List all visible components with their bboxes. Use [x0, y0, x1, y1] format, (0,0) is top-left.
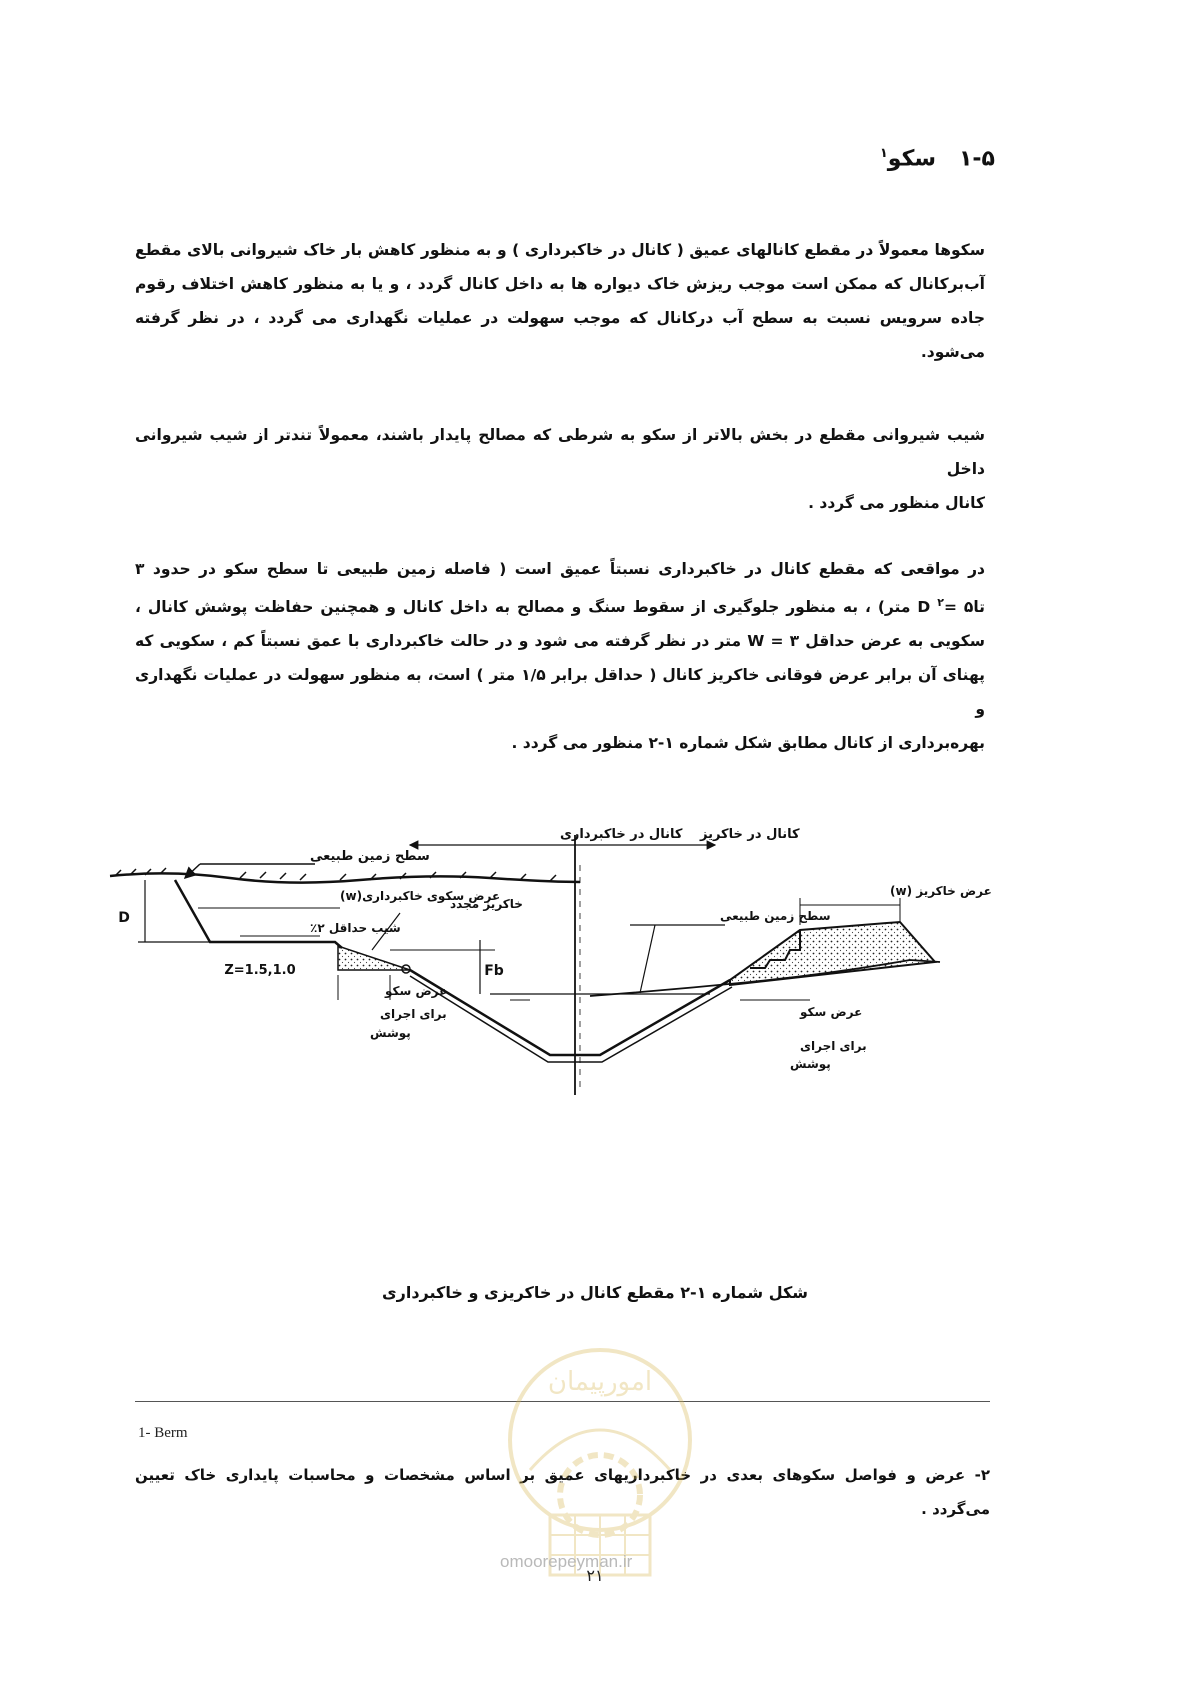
- paragraph-3: [135, 552, 985, 760]
- fill-width-label: عرض خاکریز (w): [890, 884, 992, 898]
- page-number: ۲۱: [586, 1566, 604, 1585]
- depth-range: تا۵ =D: [917, 598, 985, 617]
- line-text: متر) ، به منظور جلوگیری از سقوط سنگ و مصالح به داخل کانال و همچنین حفاظت پوشش کانال ،: [135, 598, 911, 617]
- refill-label: خاکریز مجدد: [450, 897, 523, 911]
- paragraph-line: بهره‌برداری از کانال مطابق شکل شماره ۱-۲ منظور می گردد .: [511, 734, 985, 753]
- paragraph-line: کانال منظور می گردد .: [808, 494, 985, 512]
- section-heading: [880, 146, 995, 171]
- paragraph-line: پهنای آن برابر عرض فوقانی خاکریز کانال ( حداقل برابر ۱/۵ متر ) است، به منظور سهولت در عملیات نگهداری و: [135, 666, 985, 719]
- paragraph-line: جاده سرویس نسبت به سطح آب درکانال که موجب سهولت در عملیات نگهداری می گردد ، در نظر گرفته می‌شود.: [135, 309, 985, 361]
- berm-width-left-label: عرض سکو: [385, 984, 448, 998]
- canal-profile: [410, 970, 730, 1055]
- canal-section-figure: [110, 827, 1010, 1190]
- paragraph-line: در مواقعی که مقطع کانال در خاکبرداری نسبتاً عمیق است ( فاصله زمین طبیعی تا سطح سکو در حدود ۳: [135, 560, 985, 578]
- footnote-mark: ۱: [879, 146, 888, 161]
- footnote-1: 1- Berm: [138, 1425, 188, 1441]
- lining-right-label-1: برای اجرای: [800, 1039, 867, 1053]
- figure-caption: شکل شماره ۱-۲ مقطع کانال در خاکریزی و خاکبرداری: [381, 1283, 809, 1302]
- paragraph-1: [135, 233, 985, 369]
- watermark-logo-text: امورپیمان: [547, 1367, 653, 1397]
- watermark-site: omoorepeyman.ir: [500, 1552, 633, 1571]
- cut-slope-left: [175, 880, 342, 948]
- z-label: Z=1.5,1.0: [224, 963, 296, 978]
- lining-right-label-2: پوشش: [790, 1057, 831, 1071]
- berm-width-cut-label: عرض سکوی خاکبرداری(w): [340, 889, 501, 903]
- paragraph-line: آب‌برکانال که ممکن است موجب ریزش خاک دیواره ها به داخل کانال گردد ، و یا به منظور کاهش اختلاف رقوم: [135, 275, 985, 293]
- footnote-line: می‌گردد .: [921, 1500, 990, 1518]
- section-title: سکو: [887, 146, 937, 172]
- paragraph-line: [135, 586, 985, 624]
- paragraph-line: سکویی به عرض حداقل ۳ = W متر در نظر گرفته می شود و در حالت خاکبرداری با عمق نسبتاً کم ، سکویی که: [135, 632, 985, 651]
- section-number: ۱-۵: [959, 146, 995, 172]
- min-slope-label: شیب حداقل ۲٪: [310, 921, 401, 935]
- canal-in-cut-label: کانال در خاکبرداری: [560, 827, 683, 842]
- paragraph-2: [135, 418, 985, 520]
- paragraph-line: شیب شیروانی مقطع در بخش بالاتر از سکو به شرطی که مصالح پایدار باشند، معمولاً تندتر از شیب شیروانی داخل: [135, 426, 985, 478]
- footnote-line: ۲- عرض و فواصل سکوهای بعدی در خاکبرداریهای عمیق بر اساس مشخصات و محاسبات پایداری خاک تعیین: [135, 1466, 990, 1484]
- footnote-divider: [135, 1401, 990, 1402]
- d-label: D: [118, 910, 130, 926]
- paragraph-line: سکوها معمولاً در مقطع کانالهای عمیق ( کانال در خاکبرداری ) و به منظور کاهش بار خاک شیروانی بالای مقطع: [135, 241, 985, 259]
- natural-ground-left-label: سطح زمین طبیعی: [310, 849, 430, 864]
- footnote-2: [135, 1458, 990, 1526]
- fb-label: Fb: [484, 963, 504, 979]
- canal-in-fill-label: کانال در خاکریز: [700, 827, 800, 842]
- natural-ground-right-label: سطح زمین طبیعی: [720, 909, 831, 923]
- footnote-ref: ۲: [937, 596, 944, 609]
- lining-left-label-2: پوشش: [370, 1026, 411, 1040]
- fill-embankment: [730, 922, 935, 985]
- lining-left-label-1: برای اجرای: [380, 1007, 447, 1021]
- berm-width-right-label: عرض سکو: [800, 1005, 863, 1019]
